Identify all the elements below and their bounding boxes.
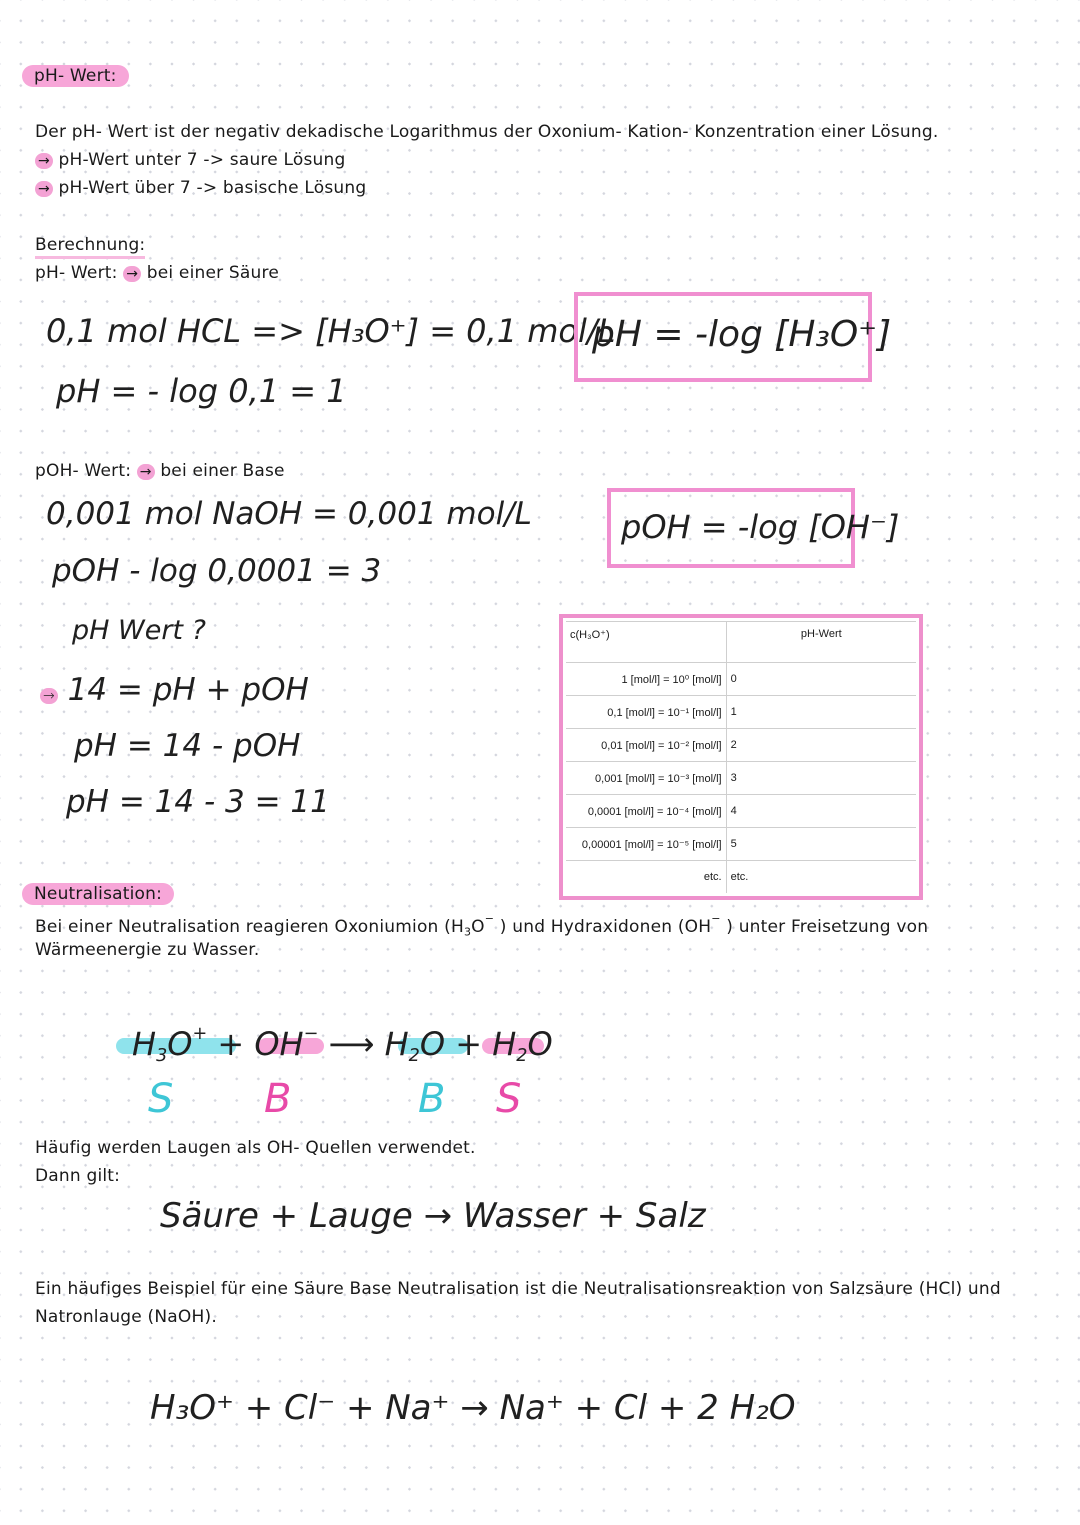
reaction-equation: $H_3O^+ + OH^-$ ⟶ $H_2O + H_2O$ — [132, 1024, 553, 1066]
table-row — [566, 861, 916, 894]
table-header-ph: pH-Wert — [726, 622, 916, 663]
arrow-icon: → — [35, 181, 53, 197]
final-equation: H₃O⁺ + Cl⁻ + Na⁺ → Na⁺ + Cl + 2 H₂O — [150, 1388, 796, 1428]
laugen-text: Häufig werden Laugen als OH- Quellen verwendet. — [35, 1138, 476, 1158]
sab-label-b2: B — [418, 1076, 446, 1122]
table-cell-ph: 2 — [726, 729, 916, 762]
table-cell-ph: 1 — [726, 696, 916, 729]
ph-formula: pH = -log [H₃O⁺] — [592, 314, 892, 355]
table-cell-conc: 0,01 [mol/l] = 10⁻² [mol/l] — [566, 729, 726, 762]
table-row — [566, 762, 916, 795]
table-cell-conc: 0,0001 [mol/l] = 10⁻⁴ [mol/l] — [566, 795, 726, 828]
beispiel-text-1: Ein häufiges Beispiel für eine Säure Base Neutralisation ist die Neutralisationsreaktion von Salzsäure (HCl) und — [35, 1279, 1001, 1299]
acid-calc-line2: pH = - log 0,1 = 1 — [56, 372, 347, 410]
table-cell-conc: 0,1 [mol/l] = 10⁻¹ [mol/l] — [566, 696, 726, 729]
base-calc-line5: pH = 14 - pOH — [74, 728, 301, 764]
table-cell-ph: 3 — [726, 762, 916, 795]
table-cell-conc: etc. — [566, 861, 726, 894]
table-row — [566, 828, 916, 861]
sab-label-b1: B — [264, 1076, 292, 1122]
table-cell-ph: 5 — [726, 828, 916, 861]
table-header-row — [566, 622, 916, 663]
base-calc-line2: pOH - log 0,0001 = 3 — [52, 553, 382, 589]
beispiel-text-2: Natronlauge (NaOH). — [35, 1307, 217, 1327]
sab-label-s2: S — [496, 1076, 522, 1122]
neutral-text: Bei einer Neutralisation reagieren Oxoniumion ($H_3O^-$ ) und Hydraxidonen (OH− ) unter Freisetzung von — [35, 912, 929, 939]
neutral-heading: Neutralisation: — [34, 884, 174, 904]
ph-definition: Der pH- Wert ist der negativ dekadische Logarithmus der Oxonium- Kation- Konzentration einer Lösung. — [35, 122, 939, 142]
base-calc-line4: → 14 = pH + pOH — [40, 672, 309, 708]
table-row — [566, 663, 916, 696]
acid-label-line: pH- Wert: → bei einer Säure — [35, 263, 279, 283]
arrow-icon: → — [123, 266, 141, 282]
ph-below-7: → pH-Wert unter 7 -> saure Lösung — [35, 150, 345, 170]
dann-gilt: Dann gilt: — [35, 1166, 121, 1186]
word-equation: Säure + Lauge → Wasser + Salz — [160, 1196, 706, 1236]
table-row — [566, 795, 916, 828]
neutral-text-2: Wärmeenergie zu Wasser. — [35, 940, 260, 960]
ph-table — [559, 614, 923, 900]
calc-heading: Berechnung: — [35, 235, 145, 255]
table-cell-ph: 0 — [726, 663, 916, 696]
table-cell-ph: etc. — [726, 861, 916, 894]
table-cell-conc: 0,00001 [mol/l] = 10⁻⁵ [mol/l] — [566, 828, 726, 861]
table-header-conc: c(H₃O⁺) — [566, 622, 726, 663]
table-row — [566, 696, 916, 729]
table-cell-conc: 1 [mol/l] = 10⁰ [mol/l] — [566, 663, 726, 696]
base-label-line: pOH- Wert: → bei einer Base — [35, 461, 285, 481]
acid-calc-line1: 0,1 mol HCL => [H₃O⁺] = 0,1 mol/L — [46, 312, 616, 350]
poh-formula: pOH = -log [OH⁻] — [621, 508, 900, 546]
base-calc-line1: 0,001 mol NaOH = 0,001 mol/L — [46, 496, 532, 532]
table-cell-conc: 0,001 [mol/l] = 10⁻³ [mol/l] — [566, 762, 726, 795]
poh-formula-box — [607, 488, 900, 568]
sab-label-s1: S — [148, 1076, 174, 1122]
base-calc-line6: pH = 14 - 3 = 11 — [66, 784, 330, 820]
reaction-diagram — [112, 1024, 552, 1124]
ph-above-7: → pH-Wert über 7 -> basische Lösung — [35, 178, 366, 198]
base-calc-line3: pH Wert ? — [72, 615, 206, 646]
arrow-icon: → — [40, 688, 58, 704]
table-cell-ph: 4 — [726, 795, 916, 828]
ph-formula-box — [574, 292, 892, 382]
ph-heading: pH- Wert: — [34, 66, 129, 86]
arrow-icon: → — [35, 153, 53, 169]
arrow-icon: → — [137, 464, 155, 480]
table-row — [566, 729, 916, 762]
